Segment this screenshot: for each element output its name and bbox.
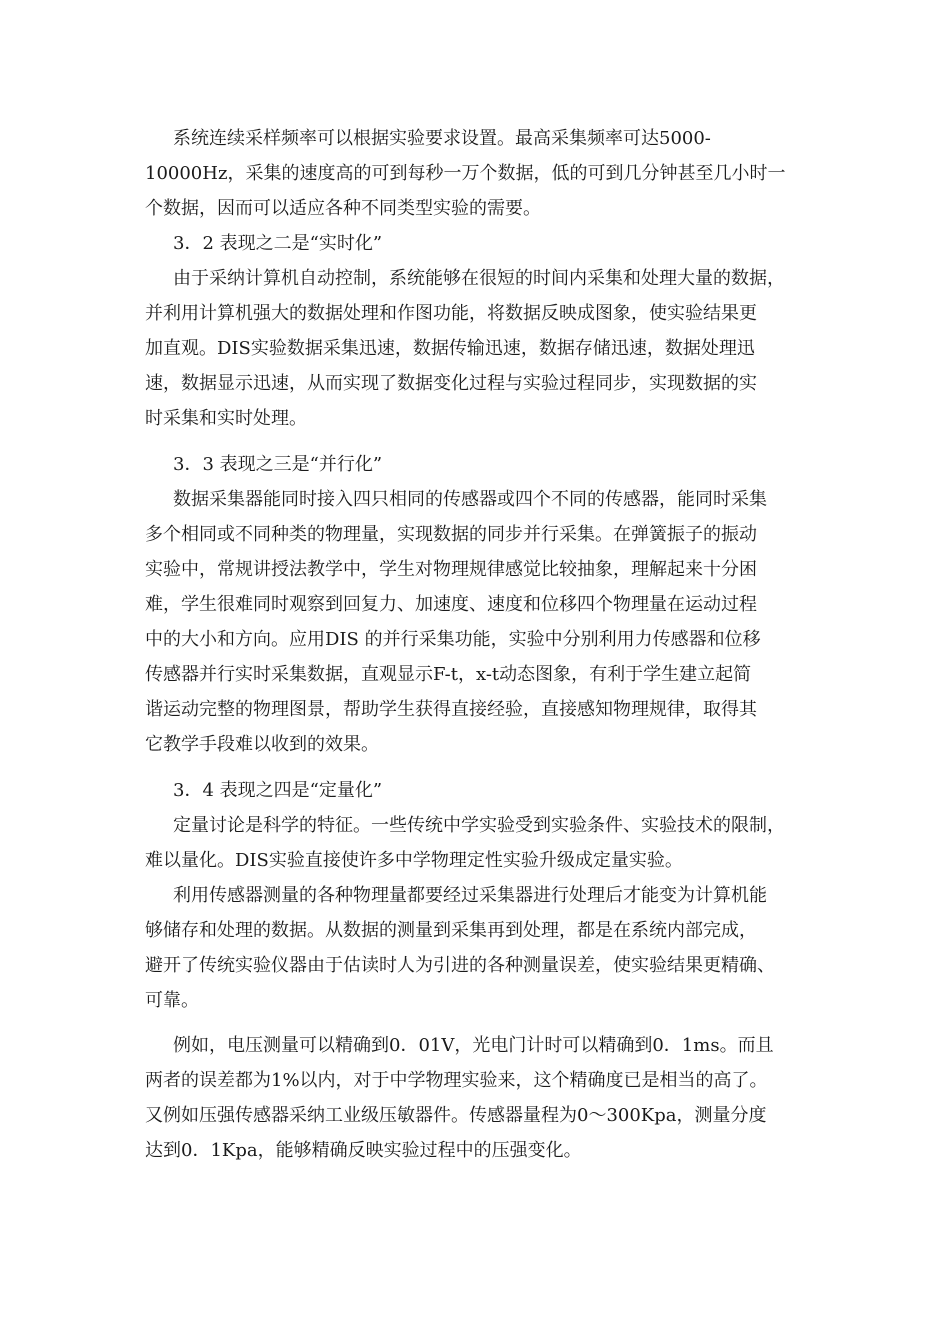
section-heading: 3．4 表现之四是“定量化” [173,780,383,801]
paragraph-line: 时采集和实时处理。 [145,408,307,429]
section-heading: 3．2 表现之二是“实时化” [173,233,383,254]
paragraph-line: 数据采集器能同时接入四只相同的传感器或四个不同的传感器，能同时采集 [173,489,767,510]
paragraph-line: 中的大小和方向。应用DIS 的并行采集功能，实验中分别利用力传感器和位移 [145,629,761,650]
paragraph-line: 例如，电压测量可以精确到0．01V，光电门计时可以精确到0．1ms。而且 [173,1035,774,1056]
paragraph-line: 它教学手段难以收到的效果。 [145,734,379,755]
paragraph-line: 系统连续采样频率可以根据实验要求设置。最高采集频率可达5000- [173,128,711,149]
paragraph-line: 达到0．1Kpa，能够精确反映实验过程中的压强变化。 [145,1140,582,1161]
paragraph-line: 又例如压强传感器采纳工业级压敏器件。传感器量程为0～300Kpa，测量分度 [145,1105,767,1126]
paragraph-line: 可靠。 [145,990,199,1011]
paragraph-line: 传感器并行实时采集数据，直观显示F-t，x-t动态图象，有利于学生建立起简 [145,664,752,685]
paragraph-line: 多个相同或不同种类的物理量，实现数据的同步并行采集。在弹簧振子的振动 [145,524,757,545]
paragraph-line: 难，学生很难同时观察到回复力、加速度、速度和位移四个物理量在运动过程 [145,594,757,615]
paragraph-line: 加直观。DIS实验数据采集迅速，数据传输迅速，数据存储迅速，数据处理迅 [145,338,755,359]
paragraph-line: 利用传感器测量的各种物理量都要经过采集器进行处理后才能变为计算机能 [173,885,767,906]
paragraph-line: 实验中，常规讲授法教学中，学生对物理规律感觉比较抽象，理解起来十分困 [145,559,757,580]
paragraph-line: 速，数据显示迅速，从而实现了数据变化过程与实验过程同步，实现数据的实 [145,373,757,394]
paragraph-line: 避开了传统实验仪器由于估读时人为引进的各种测量误差，使实验结果更精确、 [145,955,775,976]
paragraph-line: 10000Hz，采集的速度高的可到每秒一万个数据，低的可到几分钟甚至几小时一 [145,163,786,184]
section-heading: 3．3 表现之三是“并行化” [173,454,383,475]
paragraph-line: 够储存和处理的数据。从数据的测量到采集再到处理，都是在系统内部完成， [145,920,757,941]
paragraph-line: 由于采纳计算机自动控制，系统能够在很短的时间内采集和处理大量的数据， [173,268,785,289]
paragraph-line: 难以量化。DIS实验直接使许多中学物理定性实验升级成定量实验。 [145,850,683,871]
paragraph-line: 谐运动完整的物理图景，帮助学生获得直接经验，直接感知物理规律，取得其 [145,699,757,720]
paragraph-line: 两者的误差都为1%以内，对于中学物理实验来，这个精确度已是相当的高了。 [145,1070,768,1091]
paragraph-line: 并利用计算机强大的数据处理和作图功能，将数据反映成图象，使实验结果更 [145,303,757,324]
paragraph-line: 定量讨论是科学的特征。一些传统中学实验受到实验条件、实验技术的限制， [173,815,785,836]
paragraph-line: 个数据，因而可以适应各种不同类型实验的需要。 [145,198,541,219]
